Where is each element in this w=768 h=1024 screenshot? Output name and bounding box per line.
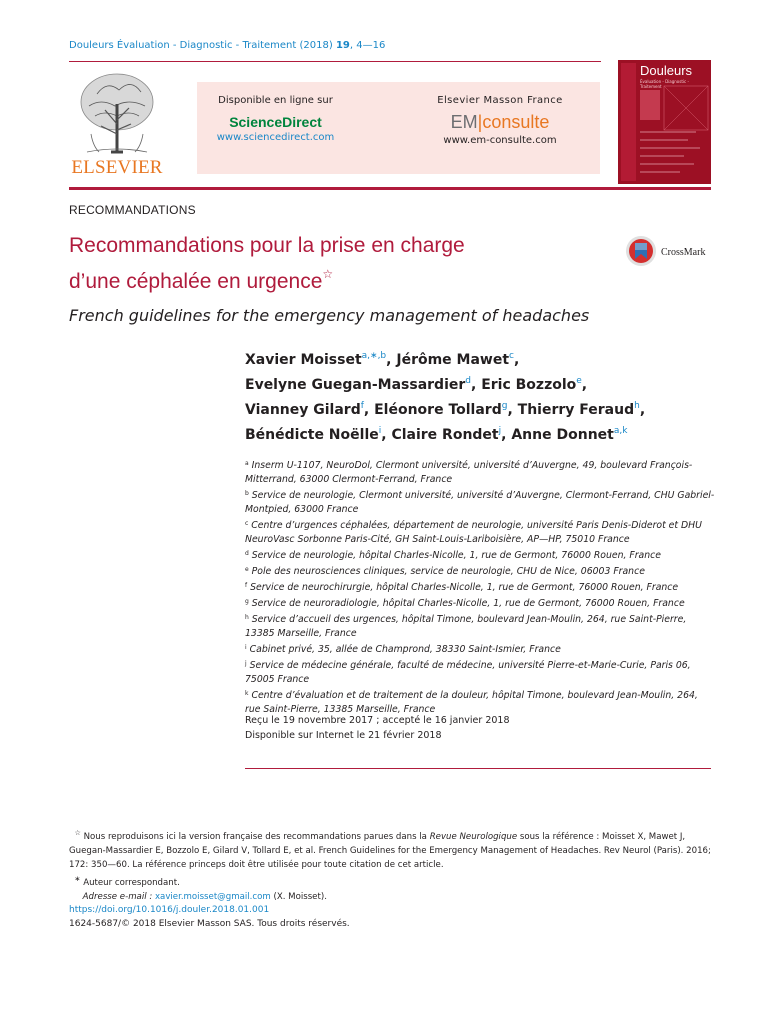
email-footnote [69,890,711,904]
author-line-3 [245,396,715,421]
affiliation-text: Inserm U-1107, NeuroDol, Clermont université, université d’Auvergne, 49, boulevard François-Mitterrand, 63000 Clermont-Ferrand, France [245,460,693,485]
affiliation-sup: c [245,520,249,527]
affiliation-sup: h [245,614,249,621]
email-suffix: (X. Moisset). [270,891,327,902]
crossmark-badge[interactable] [625,234,715,268]
affiliation-sup: j [245,660,247,667]
corr-footnote-mark: ∗ [74,873,81,883]
crossmark-label: CrossMark [661,247,706,258]
journal-citation[interactable] [69,40,385,51]
affiliation-item [245,611,715,641]
author-sup[interactable]: j [498,426,502,436]
emconsulte-publisher: Elsevier Masson France [437,95,563,106]
author-separator: , [639,402,646,418]
star-footnote-post: sous la référence : Moisset X, Mawet J, Guegan-Massardier E, Bozzolo E, Gilard V, Tollard E, et al. French Guidelines for the Emergency Management of Headaches. Rev Neurol (Paris). 2016; 172: 350—60. La référence princeps doit être utilisée pour toute citation de cet article. [69,831,711,870]
star-footnote-pre: Nous reproduisons ici la version française des recommandations parues dans la [83,831,430,842]
title-footnote-mark[interactable]: ☆ [322,267,334,281]
author-separator: , [514,352,520,368]
title-line-2-wrap [69,260,589,296]
emconsulte-brand[interactable] [414,112,586,133]
author-name[interactable]: Xavier Moisset [245,352,362,368]
author-sup[interactable]: a,k [613,426,628,436]
header-rule [69,61,601,62]
star-footnote [69,826,711,872]
affiliation-item [245,641,715,657]
sciencedirect-brand[interactable]: ScienceDirect [229,114,322,130]
affiliation-text: Service d’accueil des urgences, hôpital Timone, boulevard Jean-Moulin, 264, rue Saint-Pierre, 13385 Marseille, France [245,614,687,639]
author-name[interactable]: Eric Bozzolo [481,377,577,393]
article-title [69,232,589,296]
author-name[interactable]: Bénédicte Noëlle [245,427,379,443]
journal-pages: , 4—16 [349,40,386,51]
affiliation-text: Centre d’évaluation et de traitement de la douleur, hôpital Timone, boulevard Jean-Moulin, 264, rue Saint-Pierre, 13385 Marseille, France [245,690,698,715]
author-separator: , [470,377,482,393]
author-line-1 [245,346,715,371]
affiliation-text: Service de médecine générale, faculté de médecine, université Pierre-et-Marie-Curie, Paris 06, 75005 France [245,660,691,685]
author-name[interactable]: Thierry Feraud [517,402,635,418]
author-name[interactable]: Vianney Gilard [245,402,361,418]
affiliation-sup: i [245,644,247,651]
elsevier-wordmark: ELSEVIER [71,157,163,178]
author-separator: , [381,427,392,443]
author-sup[interactable]: c [509,351,514,361]
emconsulte-brand-rest: consulte [482,112,550,132]
article-section: RECOMMANDATIONS [69,203,196,217]
affiliation-sup: e [245,566,249,573]
sciencedirect-intro: Disponible en ligne sur [218,95,333,106]
affiliation-item [245,563,715,579]
author-sup[interactable]: e [576,376,582,386]
email-label: Adresse e-mail : [82,891,153,902]
cover-title: Douleurs [640,63,693,78]
affiliation-sup: f [245,582,248,589]
author-separator: , [501,427,512,443]
affiliation-item [245,487,715,517]
affiliation-item [245,657,715,687]
author-name[interactable]: Anne Donnet [511,427,614,443]
affiliation-item [245,517,715,547]
journal-volume: 19 [335,40,350,51]
title-line-2: d’une céphalée en urgence [69,270,323,293]
author-line-4 [245,421,715,446]
sciencedirect-url[interactable]: www.sciencedirect.com [216,132,335,143]
affiliation-text: Service de neurologie, Clermont université, université d’Auvergne, Clermont-Ferrand, CHU Gabriel-Montpied, 63000 France [245,490,715,515]
affiliation-item [245,547,715,563]
star-footnote-mark: ☆ [74,828,81,837]
emconsulte-block[interactable] [414,95,586,146]
author-name[interactable]: Jérôme Mawet [396,352,510,368]
crossmark-icon [625,234,659,268]
author-separator: , [581,377,588,393]
affiliation-sup: b [245,490,249,497]
affiliation-text: Centre d’urgences céphalées, département de neurologie, université Paris Denis-Diderot et DHU NeuroVasc Sorbonne Paris-Cité, GH Saint-Louis-Lariboisière, AP—HP, 75010 France [245,520,702,545]
affiliation-text: Pole des neurosciences cliniques, service de neurologie, CHU de Nice, 06003 France [251,566,645,577]
availability-banner [197,82,600,174]
emconsulte-url[interactable]: www.em-consulte.com [443,135,557,146]
affiliation-item [245,595,715,611]
author-name[interactable]: Eléonore Tollard [374,402,502,418]
author-line-2 [245,371,715,396]
author-separator: , [386,352,397,368]
copyright-line: 1624-5687/© 2018 Elsevier Masson SAS. Tous droits réservés. [69,919,350,929]
author-sup[interactable]: f [360,401,364,411]
doi-link[interactable]: https://doi.org/10.1016/j.douler.2018.01.001 [69,905,270,915]
author-separator: , [363,402,375,418]
cover-subtitle: Évaluation - Diagnostic - Traitement [640,79,689,89]
author-name[interactable]: Evelyne Guegan-Massardier [245,377,466,393]
affiliation-sup: g [245,598,249,605]
author-sup[interactable]: h [634,401,640,411]
correspondence-footnote [69,872,711,890]
affiliation-text: Service de neurologie, hôpital Charles-Nicolle, 1, rue de Germont, 76000 Rouen, France [251,550,661,561]
header-bottom-rule [69,187,711,190]
received-date: Reçu le 19 novembre 2017 ; accepté le 16 janvier 2018 [245,715,510,726]
online-date: Disponible sur Internet le 21 février 2018 [245,730,442,741]
journal-name: Douleurs Évaluation - Diagnostic - Traitement (2018) [69,40,333,51]
author-sup[interactable]: d [465,376,471,386]
affiliation-text: Service de neuroradiologie, hôpital Charles-Nicolle, 1, rue de Germont, 76000 Rouen, France [251,598,685,609]
affiliation-text: Cabinet privé, 35, allée de Champrond, 38330 Saint-Ismier, France [249,644,561,655]
affiliation-list [245,457,715,717]
author-sup[interactable]: g [501,401,508,411]
footnotes [69,826,711,904]
author-sup[interactable]: i [378,426,382,436]
sciencedirect-block[interactable] [197,95,354,143]
author-sup[interactable]: a,∗,b [361,351,387,361]
affiliation-text: Service de neurochirurgie, hôpital Charles-Nicolle, 1, rue de Germont, 76000 Rouen, France [250,582,679,593]
title-line-1: Recommandations pour la prise en charge [69,234,465,257]
author-list [245,346,715,446]
article-dates [245,713,510,743]
affiliation-item [245,457,715,487]
author-name[interactable]: Claire Rondet [391,427,499,443]
emconsulte-brand-bar: | [477,112,483,132]
journal-cover[interactable] [618,60,711,184]
star-footnote-journal: Revue Neurologique [429,831,518,842]
affiliation-sup: d [245,550,249,557]
emconsulte-brand-em: EM [450,112,478,132]
corr-footnote-text: Auteur correspondant. [83,877,180,888]
affiliation-sup: a [245,460,249,467]
author-separator: , [507,402,518,418]
email-link[interactable]: xavier.moisset@gmail.com [154,891,271,902]
affiliation-item [245,579,715,595]
dates-rule [245,768,711,769]
affiliation-sup: k [245,690,249,697]
cover-artwork [618,60,711,184]
english-title: French guidelines for the emergency management of headaches [69,306,590,325]
